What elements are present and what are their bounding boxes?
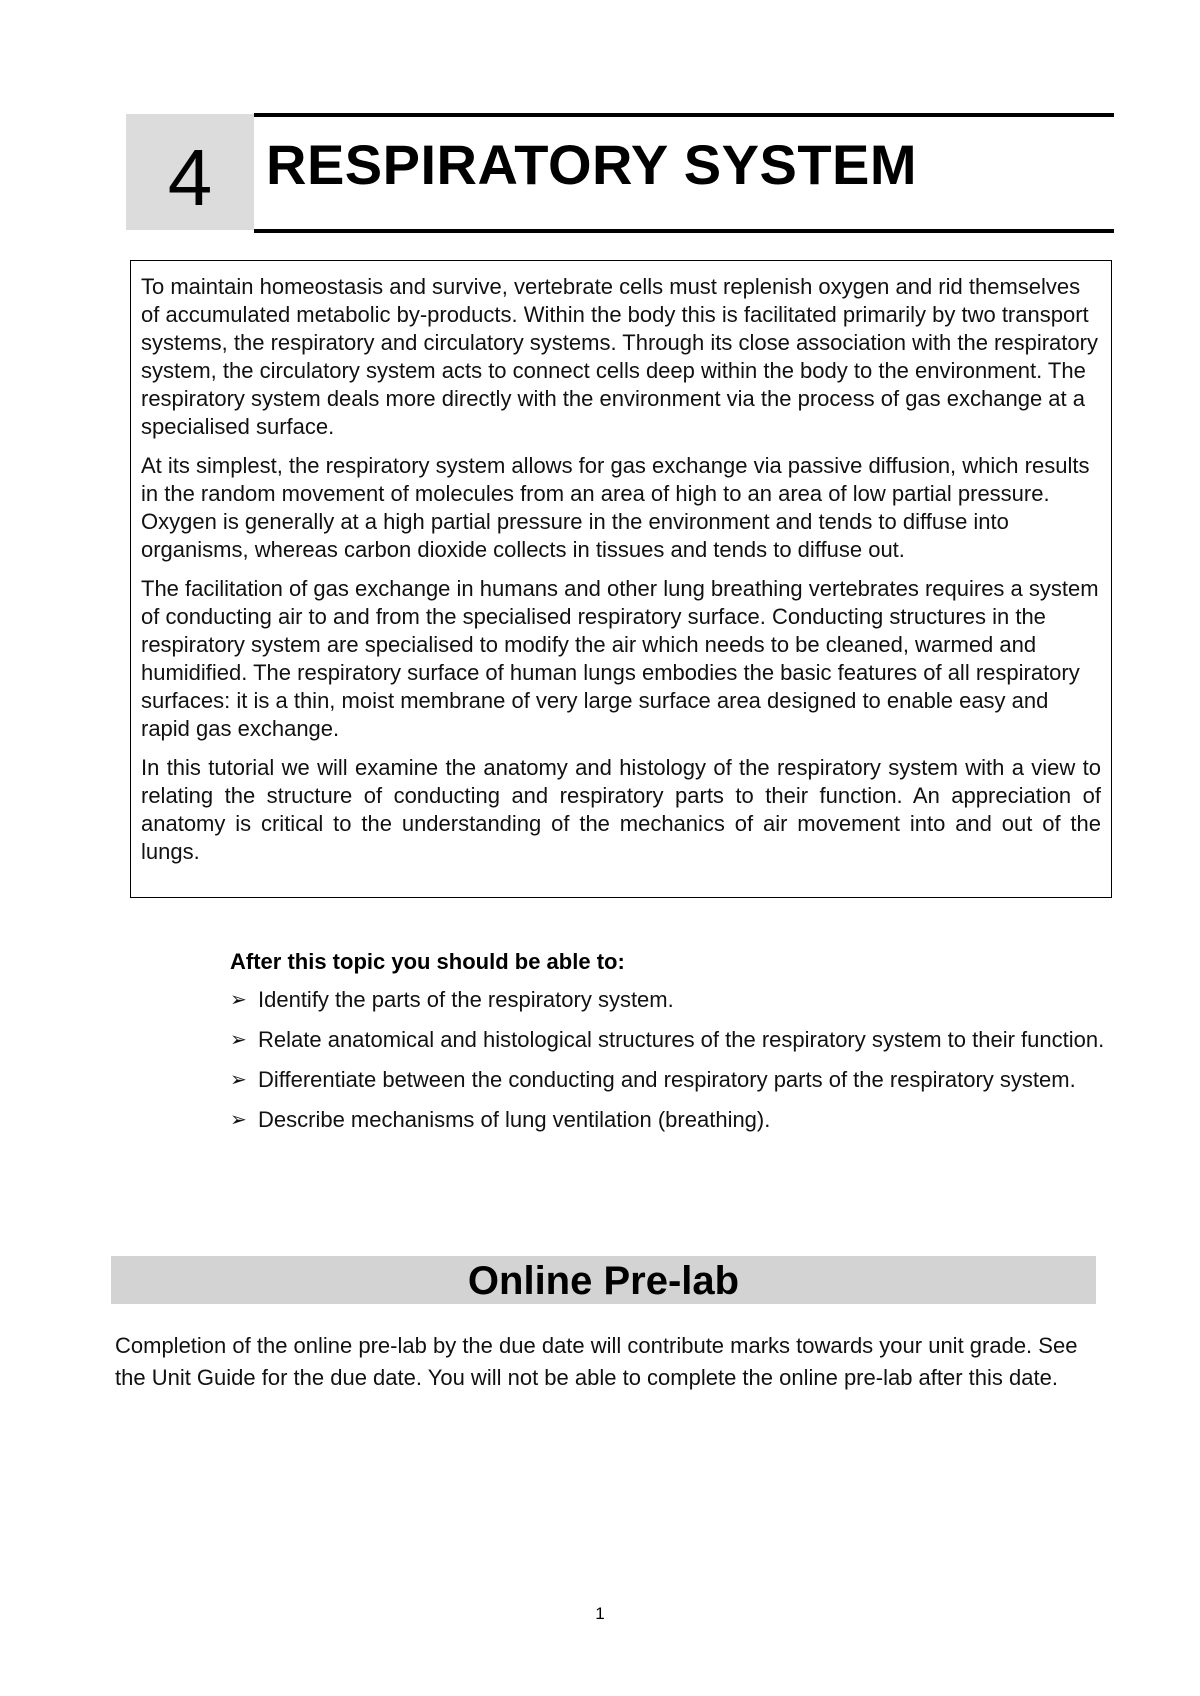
arrow-bullet-icon: ➢ [230,1109,247,1131]
intro-box [130,260,1112,898]
intro-paragraph-4: In this tutorial we will examine the anatomy and histology of the respiratory system with a view to relating the structure of conducting and respiratory parts to their function. An appreciation of anatomy is critical to the understanding of the mechanics of air movement into and out of the lungs. [141,755,1101,864]
arrow-bullet-icon: ➢ [230,989,247,1011]
prelab-text: Completion of the online pre-lab by the due date will contribute marks towards your unit grade. See the Unit Guide for the due date. You will not be able to complete the online pre-lab after this date. [115,1333,1078,1390]
objective-list [230,986,1110,1134]
title-rule-top [254,113,1114,117]
objective-text: Identify the parts of the respiratory system. [258,987,674,1012]
prelab-banner [111,1256,1096,1304]
prelab-title: Online Pre-lab [467,1259,740,1303]
arrow-bullet-icon: ➢ [230,1029,247,1051]
arrow-bullet-icon: ➢ [230,1069,247,1091]
page-number: 1 [595,1604,605,1623]
objective-item [230,1066,1110,1094]
objective-text: Differentiate between the conducting and respiratory parts of the respiratory system. [258,1067,1076,1092]
objective-item [230,1106,1110,1134]
learning-objectives [230,948,1110,1146]
title-rule-bottom [254,229,1114,233]
objective-text: Describe mechanisms of lung ventilation (breathing). [258,1107,771,1132]
intro-paragraph-2: At its simplest, the respiratory system allows for gas exchange via passive diffusion, which results in the random movement of molecules from an area of high to an area of low partial pressure. Oxygen is generally at a high partial pressure in the environment and tends to diffuse into organisms, whereas carbon dioxide collects in tissues and tends to diffuse out. [141,453,1090,562]
chapter-number-box [126,114,254,230]
objective-text: Relate anatomical and histological structures of the respiratory system to their function. [258,1027,1105,1052]
chapter-number: 4 [167,133,213,222]
objective-item [230,1026,1110,1054]
intro-paragraph-1: To maintain homeostasis and survive, vertebrate cells must replenish oxygen and rid themselves of accumulated metabolic by-products. Within the body this is facilitated primarily by two transport systems, the respiratory and circulatory systems. Through its close association with the respiratory system, the circulatory system acts to connect cells deep within the body to the environment. The respiratory system deals more directly with the environment via the process of gas exchange at a specialised surface. [141,274,1098,439]
chapter-title: RESPIRATORY SYSTEM [266,133,918,196]
objective-item [230,986,1110,1014]
objectives-heading: After this topic you should be able to: [230,949,625,974]
intro-paragraph-3: The facilitation of gas exchange in humans and other lung breathing vertebrates requires a system of conducting air to and from the specialised respiratory surface. Conducting structures in the respiratory system are specialised to modify the air which needs to be cleaned, warmed and humidified. The respiratory surface of human lungs embodies the basic features of all respiratory surfaces: it is a thin, moist membrane of very large surface area designed to enable easy and rapid gas exchange. [141,576,1099,741]
